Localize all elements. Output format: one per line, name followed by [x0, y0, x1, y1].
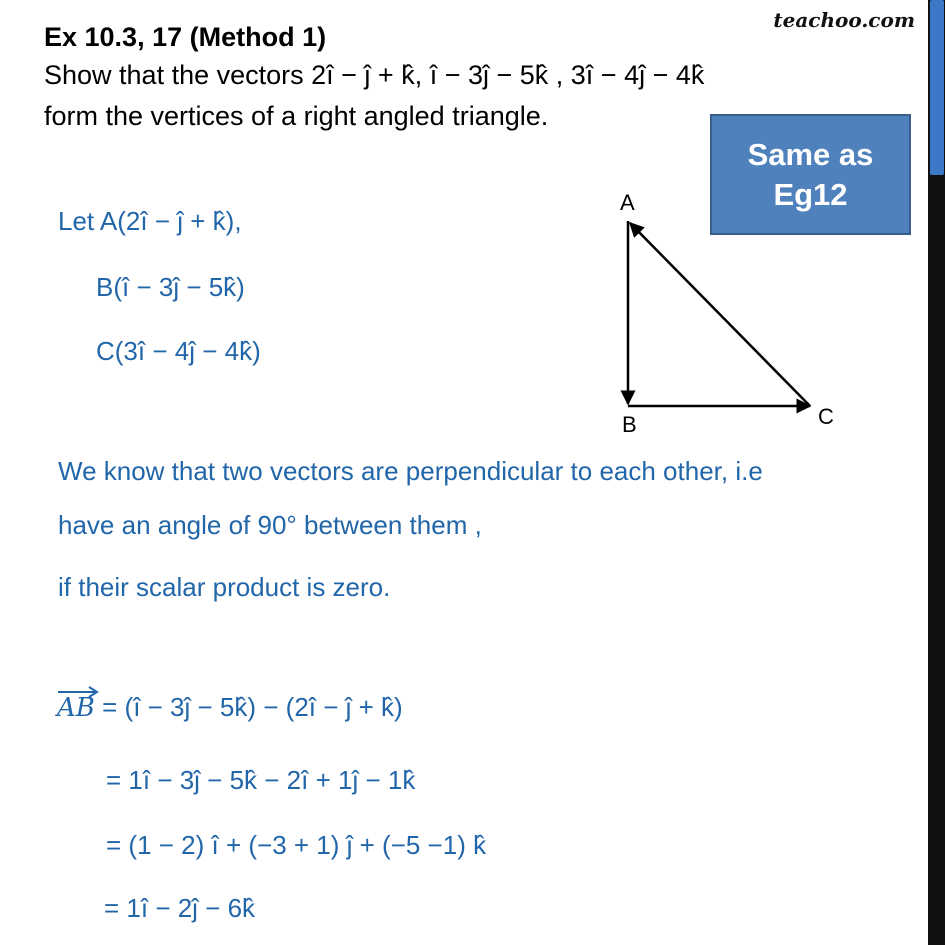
question-line-2: form the vertices of a right angled triangle.	[44, 101, 549, 131]
vector-ab-line	[57, 692, 403, 723]
vertex-c-label: C	[818, 404, 834, 429]
question-line-1: Show that the vectors 2î − ĵ + k̂, î − 3ĵ − 5k̂ , 3î − 4ĵ − 4k̂	[44, 60, 705, 90]
badge-line-2: Eg12	[773, 176, 848, 212]
know-line-1: We know that two vectors are perpendicular to each other, i.e	[58, 456, 763, 486]
let-a: Let A(2î − ĵ + k̂),	[58, 206, 242, 236]
watermark-logo: teachoo.com	[773, 8, 915, 32]
step-3: = (1 − 2) î + (−3 + 1) ĵ + (−5 −1) k̂	[106, 830, 487, 860]
vertex-a-label: A	[620, 190, 635, 215]
vector-ab-label: AB	[57, 693, 95, 723]
let-c: C(3î − 4ĵ − 4k̂)	[96, 336, 261, 366]
vertex-b-label: B	[622, 412, 637, 437]
step-1: = (î − 3ĵ − 5k̂) − (2î − ĵ + k̂)	[102, 692, 403, 722]
let-b: B(î − 3ĵ − 5k̂)	[96, 272, 245, 302]
know-line-3: if their scalar product is zero.	[58, 572, 391, 602]
right-triangle-diagram	[600, 188, 840, 448]
scrollbar-thumb[interactable]	[930, 0, 944, 175]
vector-arrow-icon	[57, 686, 99, 698]
step-4: = 1î − 2ĵ − 6k̂	[104, 893, 256, 923]
edge-ca	[630, 223, 810, 406]
vector-ab-symbol	[57, 692, 95, 723]
step-2: = 1î − 3ĵ − 5k̂ − 2î + 1ĵ − 1k̂	[106, 765, 416, 795]
know-line-2: have an angle of 90° between them ,	[58, 510, 482, 540]
page-title: Ex 10.3, 17 (Method 1)	[44, 22, 327, 52]
badge-line-1: Same as	[747, 136, 874, 172]
